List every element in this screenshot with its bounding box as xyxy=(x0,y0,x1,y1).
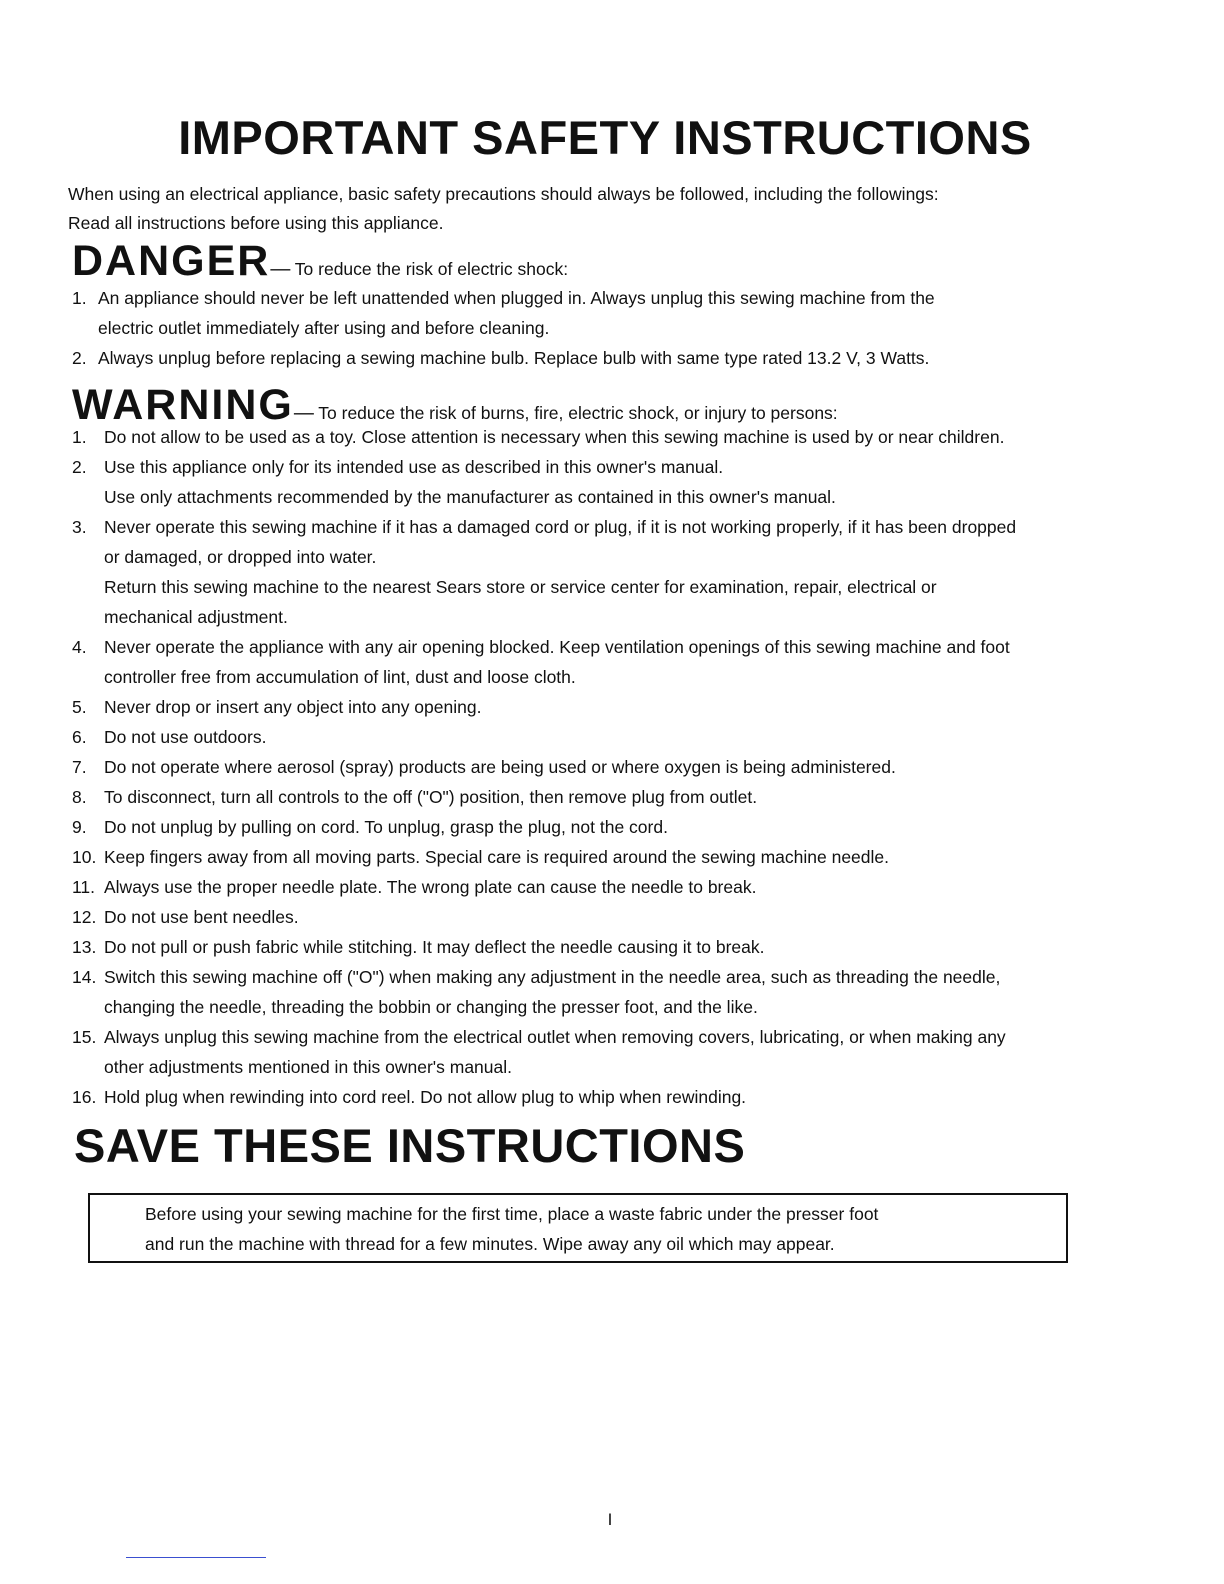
item-text-line: other adjustments mentioned in this owner's manual. xyxy=(104,1057,513,1077)
item-number: 1. xyxy=(72,288,87,308)
note-line: and run the machine with thread for a few minutes. Wipe away any oil which may appear. xyxy=(145,1234,835,1254)
item-text-line: changing the needle, threading the bobbin or changing the presser foot, and the like. xyxy=(104,997,758,1017)
list-item xyxy=(72,932,1016,962)
save-instructions-heading: SAVE THESE INSTRUCTIONS xyxy=(74,1119,746,1172)
list-item xyxy=(72,842,1016,872)
item-number: 10. xyxy=(72,847,97,867)
item-text-line: mechanical adjustment. xyxy=(104,607,288,627)
intro-line: Read all instructions before using this appliance. xyxy=(68,213,444,233)
item-text-line: An appliance should never be left unattended when plugged in. Always unplug this sewing machine from the xyxy=(98,288,935,308)
item-number: 9. xyxy=(72,817,87,837)
item-text-line: Use this appliance only for its intended use as described in this owner's manual. xyxy=(104,457,724,477)
intro-text xyxy=(68,180,939,238)
item-text-line: Do not pull or push fabric while stitching. It may deflect the needle causing it to break. xyxy=(104,937,765,957)
list-item xyxy=(72,902,1016,932)
item-number: 1. xyxy=(72,427,87,447)
first-use-note-box xyxy=(88,1193,1068,1263)
item-text-line: Always unplug this sewing machine from the electrical outlet when removing covers, lubricating, or when making any xyxy=(104,1027,1006,1047)
item-text-line: Do not allow to be used as a toy. Close attention is necessary when this sewing machine is used by or near children. xyxy=(104,427,1005,447)
item-text-line: To disconnect, turn all controls to the off ("O") position, then remove plug from outlet. xyxy=(104,787,758,807)
item-number: 12. xyxy=(72,907,97,927)
list-item xyxy=(72,1082,1016,1112)
item-text-line: Do not use outdoors. xyxy=(104,727,267,747)
danger-subtitle: To reduce the risk of electric shock: xyxy=(294,259,569,279)
item-number: 15. xyxy=(72,1027,97,1047)
item-number: 6. xyxy=(72,727,87,747)
list-item xyxy=(72,812,1016,842)
note-line: Before using your sewing machine for the first time, place a waste fabric under the presser foot xyxy=(145,1204,879,1224)
item-text-line: controller free from accumulation of lint, dust and loose cloth. xyxy=(104,667,576,687)
warning-label: WARNING xyxy=(72,381,294,429)
page-title: IMPORTANT SAFETY INSTRUCTIONS xyxy=(178,111,1032,164)
list-item xyxy=(72,632,1016,692)
list-item xyxy=(72,283,935,343)
danger-list xyxy=(72,283,935,373)
item-text-line: Do not unplug by pulling on cord. To unplug, grasp the plug, not the cord. xyxy=(104,817,668,837)
danger-label: DANGER xyxy=(72,237,271,285)
item-number: 4. xyxy=(72,637,87,657)
item-number: 2. xyxy=(72,348,87,368)
item-text-line: Never operate this sewing machine if it has a damaged cord or plug, if it is not working properly, if it has been dropped xyxy=(104,517,1017,537)
item-text-line: Hold plug when rewinding into cord reel. Do not allow plug to whip when rewinding. xyxy=(104,1087,747,1107)
first-use-note-text xyxy=(145,1199,878,1259)
item-number: 16. xyxy=(72,1087,97,1107)
list-item xyxy=(72,962,1016,1022)
item-number: 8. xyxy=(72,787,87,807)
warning-dash: — xyxy=(293,402,314,424)
list-item xyxy=(72,512,1016,632)
danger-dash: — xyxy=(270,258,291,280)
list-item xyxy=(72,343,935,373)
item-text-line: Never operate the appliance with any air opening blocked. Keep ventilation openings of this sewing machine and foot xyxy=(104,637,1010,657)
intro-line: When using an electrical appliance, basic safety precautions should always be followed, including the followings: xyxy=(68,184,939,204)
item-text-line: or damaged, or dropped into water. xyxy=(104,547,377,567)
item-number: 7. xyxy=(72,757,87,777)
item-text-line: Do not operate where aerosol (spray) products are being used or where oxygen is being administered. xyxy=(104,757,896,777)
item-text-line: Return this sewing machine to the nearest Sears store or service center for examination, repair, electrical or xyxy=(104,577,937,597)
list-item xyxy=(72,452,1016,512)
page-number: I xyxy=(607,1510,613,1529)
item-text-line: Always unplug before replacing a sewing machine bulb. Replace bulb with same type rated 13.2 V, 3 Watts. xyxy=(98,348,930,368)
item-text-line: Do not use bent needles. xyxy=(104,907,299,927)
list-item xyxy=(72,1022,1016,1082)
list-item xyxy=(72,752,1016,782)
warning-list xyxy=(72,422,1016,1112)
item-number: 14. xyxy=(72,967,97,987)
item-text-line: Keep fingers away from all moving parts. Special care is required around the sewing machine needle. xyxy=(104,847,890,867)
item-text-line: electric outlet immediately after using and before cleaning. xyxy=(98,318,550,338)
item-number: 5. xyxy=(72,697,87,717)
item-text-line: Use only attachments recommended by the manufacturer as contained in this owner's manual. xyxy=(104,487,836,507)
list-item xyxy=(72,782,1016,812)
item-text-line: Never drop or insert any object into any opening. xyxy=(104,697,482,717)
item-text-line: Switch this sewing machine off ("O") when making any adjustment in the needle area, such as threading the needle, xyxy=(104,967,1001,987)
list-item xyxy=(72,692,1016,722)
item-number: 2. xyxy=(72,457,87,477)
list-item xyxy=(72,722,1016,752)
item-text-line: Always use the proper needle plate. The wrong plate can cause the needle to break. xyxy=(104,877,757,897)
item-number: 13. xyxy=(72,937,97,957)
list-item xyxy=(72,422,1016,452)
item-number: 11. xyxy=(72,877,96,897)
footer-rule xyxy=(126,1557,266,1558)
item-number: 3. xyxy=(72,517,87,537)
warning-subtitle: To reduce the risk of burns, fire, electric shock, or injury to persons: xyxy=(318,403,838,423)
list-item xyxy=(72,872,1016,902)
